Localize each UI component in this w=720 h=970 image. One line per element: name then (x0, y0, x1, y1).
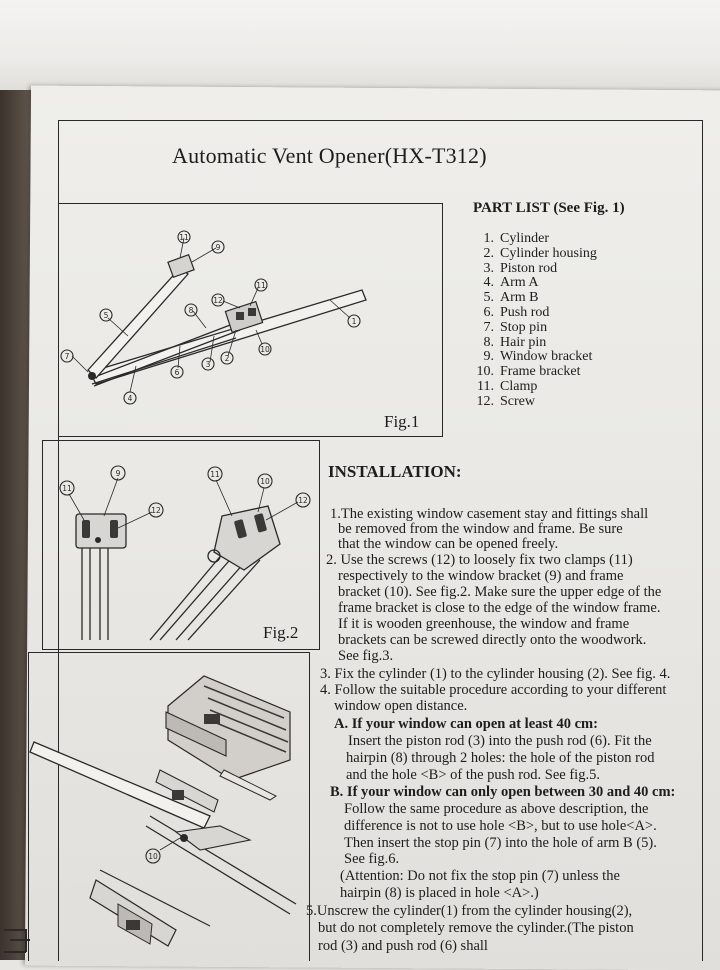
part-name: Window bracket (500, 349, 593, 365)
svg-text:8: 8 (188, 306, 194, 315)
installation-line: be removed from the window and frame. Be sure (338, 521, 623, 537)
part-name: Frame bracket (500, 364, 581, 380)
svg-text:2: 2 (224, 354, 230, 363)
svg-text:11: 11 (256, 281, 266, 290)
installation-line: bracket (10). See fig.2. Make sure the upper edge of the (338, 584, 662, 600)
installation-line: 2. Use the screws (12) to loosely fix two clamps (11) (326, 552, 633, 568)
installation-line: A. If your window can open at least 40 cm: (334, 716, 598, 732)
svg-text:12: 12 (298, 496, 308, 505)
part-name: Cylinder housing (500, 245, 597, 261)
part-name: Screw (500, 393, 535, 409)
part-name: Hair pin (500, 334, 547, 350)
part-number: 9. (483, 349, 494, 365)
svg-text:7: 7 (64, 352, 70, 361)
figure-2-label: Fig.2 (263, 623, 299, 642)
svg-text:5: 5 (103, 311, 109, 320)
part-name: Piston rod (500, 260, 558, 276)
part-number: 11. (477, 378, 494, 394)
part-number: 1. (483, 231, 494, 246)
document-title: Automatic Vent Opener(HX-T312) (172, 143, 487, 168)
part-number: 2. (483, 245, 494, 261)
part-number: 4. (483, 275, 494, 291)
installation-line: brackets can be screwed directly onto the woodwork. (338, 632, 647, 648)
svg-text:11: 11 (210, 470, 220, 479)
part-number: 12. (476, 393, 494, 409)
part-number: 7. (483, 319, 494, 335)
installation-line: Follow the same procedure as above description, the (344, 801, 649, 817)
installation-line: See fig.3. (338, 648, 394, 664)
installation-line: that the window can be opened freely. (338, 536, 559, 552)
installation-line: window open distance. (334, 698, 468, 714)
installation-line: Then insert the stop pin (7) into the hole of arm B (5). (344, 835, 657, 851)
installation-line: 1.The existing window casement stay and fittings shall (330, 506, 649, 522)
svg-text:9: 9 (115, 469, 121, 478)
installation-line: (Attention: Do not fix the stop pin (7) unless the (340, 868, 620, 884)
part-number: 6. (483, 304, 494, 320)
part-name: Stop pin (500, 319, 548, 335)
installation-line: respectively to the window bracket (9) and frame (338, 568, 624, 584)
installation-line: frame bracket is close to the edge of the window frame. (338, 600, 661, 616)
installation-line: rod (3) and push rod (6) shall (318, 938, 488, 954)
callout-10 (146, 849, 160, 863)
installation-line: B. If your window can only open between 30 and 40 cm: (330, 784, 676, 800)
svg-text:1: 1 (351, 317, 357, 326)
installation-line: difference is not to use hole <B>, but to use hole<A>. (344, 818, 657, 834)
part-number: 10. (476, 364, 494, 380)
svg-text:3: 3 (205, 360, 211, 369)
installation-heading: INSTALLATION: (328, 462, 462, 481)
installation-line: Insert the piston rod (3) into the push rod (6). Fit the (348, 733, 652, 749)
part-name: Cylinder (500, 231, 549, 246)
svg-text:12: 12 (151, 506, 161, 515)
installation-line: but do not completely remove the cylinder.(The piston (318, 920, 634, 936)
part-name: Arm A (500, 275, 539, 291)
svg-text:10: 10 (260, 345, 270, 354)
installation-line: See fig.6. (344, 851, 400, 867)
svg-text:10: 10 (260, 477, 270, 486)
figure-1-label: Fig.1 (384, 412, 420, 431)
svg-text:9: 9 (215, 243, 221, 252)
installation-line: hairpin (8) through 2 holes: the hole of the piston rod (346, 750, 655, 766)
installation-line: If it is wooden greenhouse, the window and frame (338, 616, 630, 632)
installation-line: 3. Fix the cylinder (1) to the cylinder housing (2). See fig. 4. (320, 666, 671, 682)
installation-line: 4. Follow the suitable procedure according to your different (320, 682, 667, 698)
part-number: 8. (483, 334, 494, 350)
svg-text:10: 10 (148, 852, 158, 861)
svg-text:11: 11 (62, 484, 72, 493)
svg-text:4: 4 (127, 394, 133, 403)
part-number: 5. (483, 290, 494, 306)
part-name: Arm B (500, 290, 539, 306)
svg-text:12: 12 (213, 296, 223, 305)
part-name: Push rod (500, 304, 550, 320)
svg-text:6: 6 (174, 368, 180, 377)
installation-line: 5.Unscrew the cylinder(1) from the cylinder housing(2), (306, 903, 633, 919)
installation-line: hairpin (8) is placed in hole <A>.) (340, 885, 539, 901)
part-number: 3. (483, 260, 494, 276)
installation-line: and the hole <B> of the push rod. See fig.5. (346, 767, 600, 783)
svg-text:11: 11 (179, 233, 189, 242)
part-list-heading: PART LIST (See Fig. 1) (473, 200, 625, 216)
part-name: Clamp (500, 378, 538, 394)
